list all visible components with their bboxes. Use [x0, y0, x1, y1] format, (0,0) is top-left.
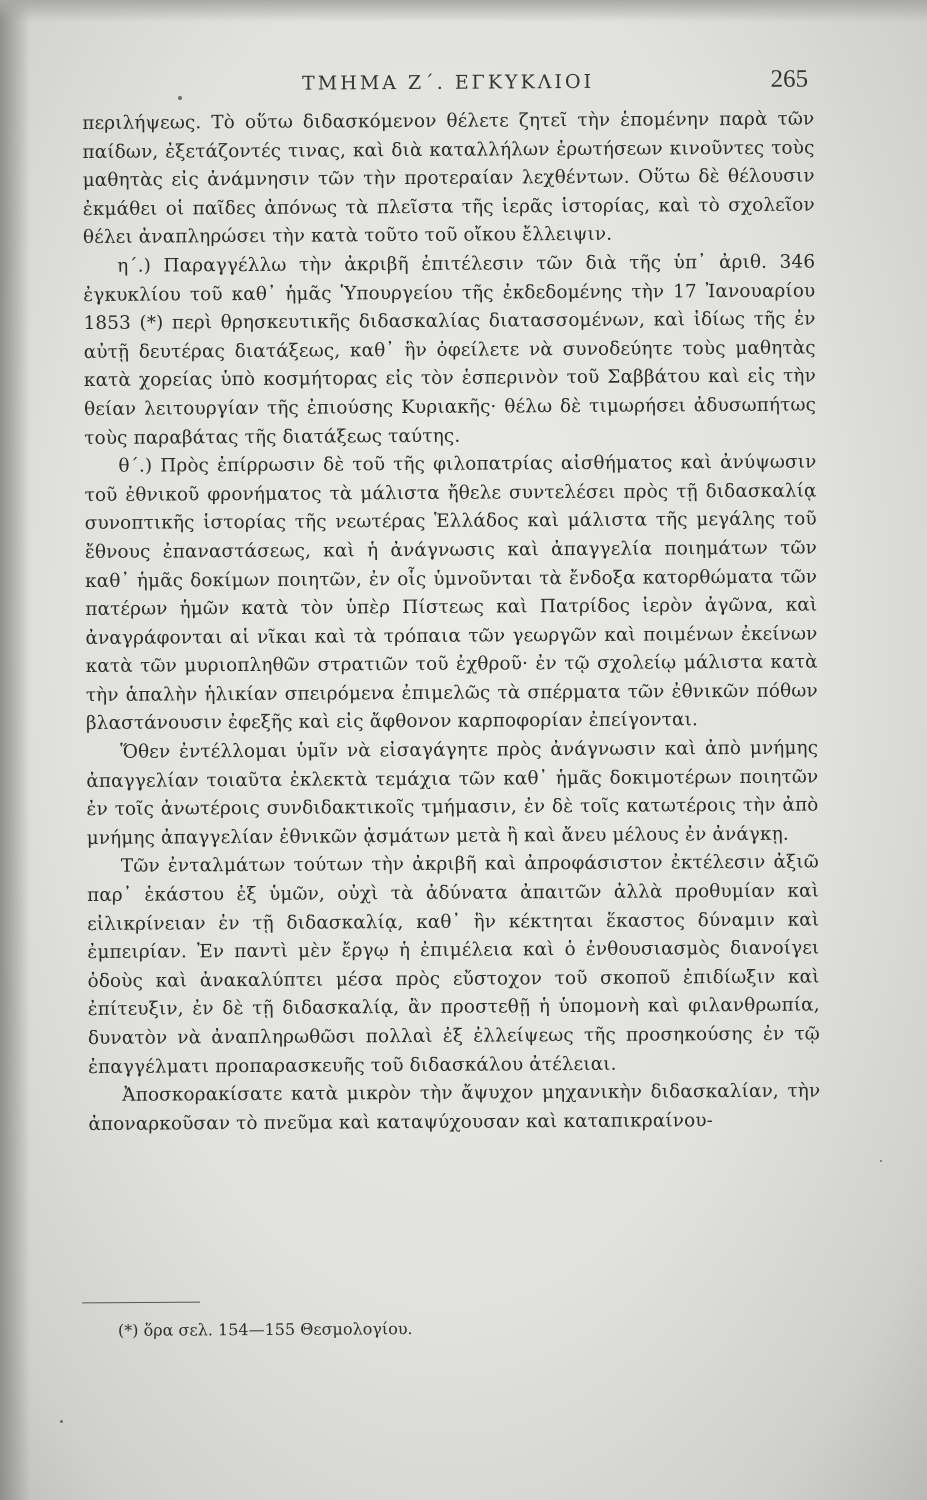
paragraph-command: Ὅθεν ἐντέλλομαι ὑμῖν νὰ εἰσαγάγητε πρὸς ἀνάγνωσιν καὶ ἀπὸ μνήμης ἀπαγγελίαν τοιαῦτα ἐκλεκτὰ τεμάχια τῶν καθ᾽ ἡμᾶς δοκιμοτέρων ποιητῶν ἐν τοῖς ἀνωτέροις συνδιδακτικοῖς τμήμασιν, ἐν δὲ τοῖς κατωτέροις τὴν ἀπὸ μνήμης ἀπαγγελίαν ἐθνικῶν ᾀσμάτων μετὰ ἢ καὶ ἄνευ μέλους ἐν ἀνάγκῃ. — [86, 737, 819, 849]
paragraph-duties: Τῶν ἐνταλμάτων τούτων τὴν ἀκριβῆ καὶ ἀπροφάσιστον ἐκτέλεσιν ἀξιῶ παρ᾽ ἑκάστου ἐξ ὑμῶν, οὐχὶ τὰ ἀδύνατα ἀπαιτῶν ἀλλὰ προθυμίαν καὶ εἰλικρίνειαν ἐν τῇ διδασκαλίᾳ, καθ᾽ ἣν κέκτηται ἕκαστος δύναμιν καὶ ἐμπειρίαν. Ἐν παντὶ μὲν ἔργῳ ἡ ἐπιμέλεια καὶ ὁ ἐνθουσιασμὸς διανοίγει ὁδοὺς καὶ ἀνακαλύπτει μέσα πρὸς εὔστοχον τοῦ σκοποῦ ἐπιδίωξιν καὶ ἐπίτευξιν, ἐν δὲ τῇ διδασκαλίᾳ, ἂν προστεθῇ ἡ ὑπομονὴ καὶ φιλανθρωπία, δυνατὸν νὰ ἀναπληρωθῶσι πολλαὶ ἐξ ἐλλείψεως τῆς προσηκούσης ἐν τῷ ἐπαγγέλματι προπαρασκευῆς τοῦ διδασκάλου ἀτέλειαι. — [86, 851, 820, 1078]
page-left-shadow — [0, 0, 30, 1500]
print-speck — [178, 96, 182, 100]
paragraph-theta: θ΄.) Πρὸς ἐπίρρωσιν δὲ τοῦ τῆς φιλοπατρίας αἰσθήματος καὶ ἀνύψωσιν τοῦ ἐθνικοῦ φρονήματος τὰ μάλιστα ἤθελε συντελέσει πρὸς τῇ διδασκαλίᾳ συνοπτικῆς ἱστορίας τῆς νεωτέρας Ἑλλάδος καὶ μάλιστα τῆς μεγάλης τοῦ ἔθνους ἐπαναστάσεως, καὶ ἡ ἀνάγνωσις καὶ ἀπαγγελία ποιημάτων τῶν καθ᾽ ἡμᾶς δοκίμων ποιητῶν, ἐν οἷς ὑμνοῦνται τὰ ἔνδοξα κατορθώματα τῶν πατέρων ἡμῶν κατὰ τὸν ὑπὲρ Πίστεως καὶ Πατρίδος ἱερὸν ἀγῶνα, καὶ ἀναγράφονται αἱ νῖκαι καὶ τὰ τρόπαια τῶν γεωργῶν καὶ ποιμένων ἐκείνων κατὰ τῶν μυριοπληθῶν στρατιῶν τοῦ ἐχθροῦ· ἐν τῷ σχολείῳ μάλιστα κατὰ τὴν ἁπαλὴν ἡλικίαν σπειρόμενα ἐπιμελῶς τὰ σπέρματα τῶν ἐθνικῶν πόθων βλαστάνουσιν ἐφεξῆς καὶ εἰς ἄφθονον καρποφορίαν ἐπείγονται. — [84, 451, 818, 735]
print-speck — [880, 1160, 882, 1162]
paragraph-continuation: περιλήψεως. Τὸ οὕτω διδασκόμενον θέλετε ζητεῖ τὴν ἑπομένην παρὰ τῶν παίδων, ἐξετάζοντές τινας, καὶ διὰ καταλλήλων ἐρωτήσεων κινοῦντες τοὺς μαθητὰς εἰς ἀνάμνησιν τῶν τὴν προτεραίαν λεχθέντων. Οὕτω δὲ θέλουσιν ἐκμάθει οἱ παῖδες ἀπόνως τὰ πλεῖστα τῆς ἱερᾶς ἱστορίας, καὶ τὸ σχολεῖον θέλει ἀναπληρώσει τὴν κατὰ τοῦτο τοῦ οἴκου ἔλλειψιν. — [82, 108, 815, 249]
print-speck — [60, 1420, 63, 1423]
body-text — [82, 106, 820, 1140]
running-head — [82, 66, 814, 110]
running-head-title: ΤΜΗΜΑ Ζ΄. ΕΓΚΥΚΛΙΟΙ — [302, 70, 595, 95]
footnote: (*) ὅρα σελ. 154—155 Θεσμολογίου. — [117, 1319, 413, 1340]
paragraph-closing: Ἀποσκορακίσατε κατὰ μικρὸν τὴν ἄψυχον μηχανικὴν διδασκαλίαν, τὴν ἀποναρκοῦσαν τὸ πνεῦμα καὶ καταψύχουσαν καὶ καταπικραίνου- — [88, 1080, 821, 1135]
page-content — [82, 66, 821, 1140]
paragraph-eta: η΄.) Παραγγέλλω τὴν ἀκριβῆ ἐπιτέλεσιν τῶν διὰ τῆς ὑπ᾽ ἀριθ. 346 ἐγκυκλίου τοῦ καθ᾽ ἡμᾶς Ὑπουργείου τῆς ἐκδεδομένης τὴν 17 Ἰανουαρίου 1853 (*) περὶ θρησκευτικῆς διδασκαλίας διατασσομένων, καὶ ἰδίως τῆς ἐν αὐτῇ δευτέρας διατάξεως, καθ᾽ ἣν ὀφείλετε νὰ συνοδεύητε τοὺς μαθητὰς κατὰ χορείας ὑπὸ κοσμήτορας εἰς τὸν ἑσπερινὸν τοῦ Σαββάτου καὶ εἰς τὴν θείαν λειτουργίαν τῆς ἐπιούσης Κυριακῆς· θέλω δὲ τιμωρήσει ἀδυσωπήτως τοὺς παραβάτας τῆς διατάξεως ταύτης. — [83, 251, 817, 449]
footnote-rule — [82, 1302, 200, 1304]
page-top-shadow — [0, 0, 927, 22]
page-number: 265 — [770, 65, 809, 93]
